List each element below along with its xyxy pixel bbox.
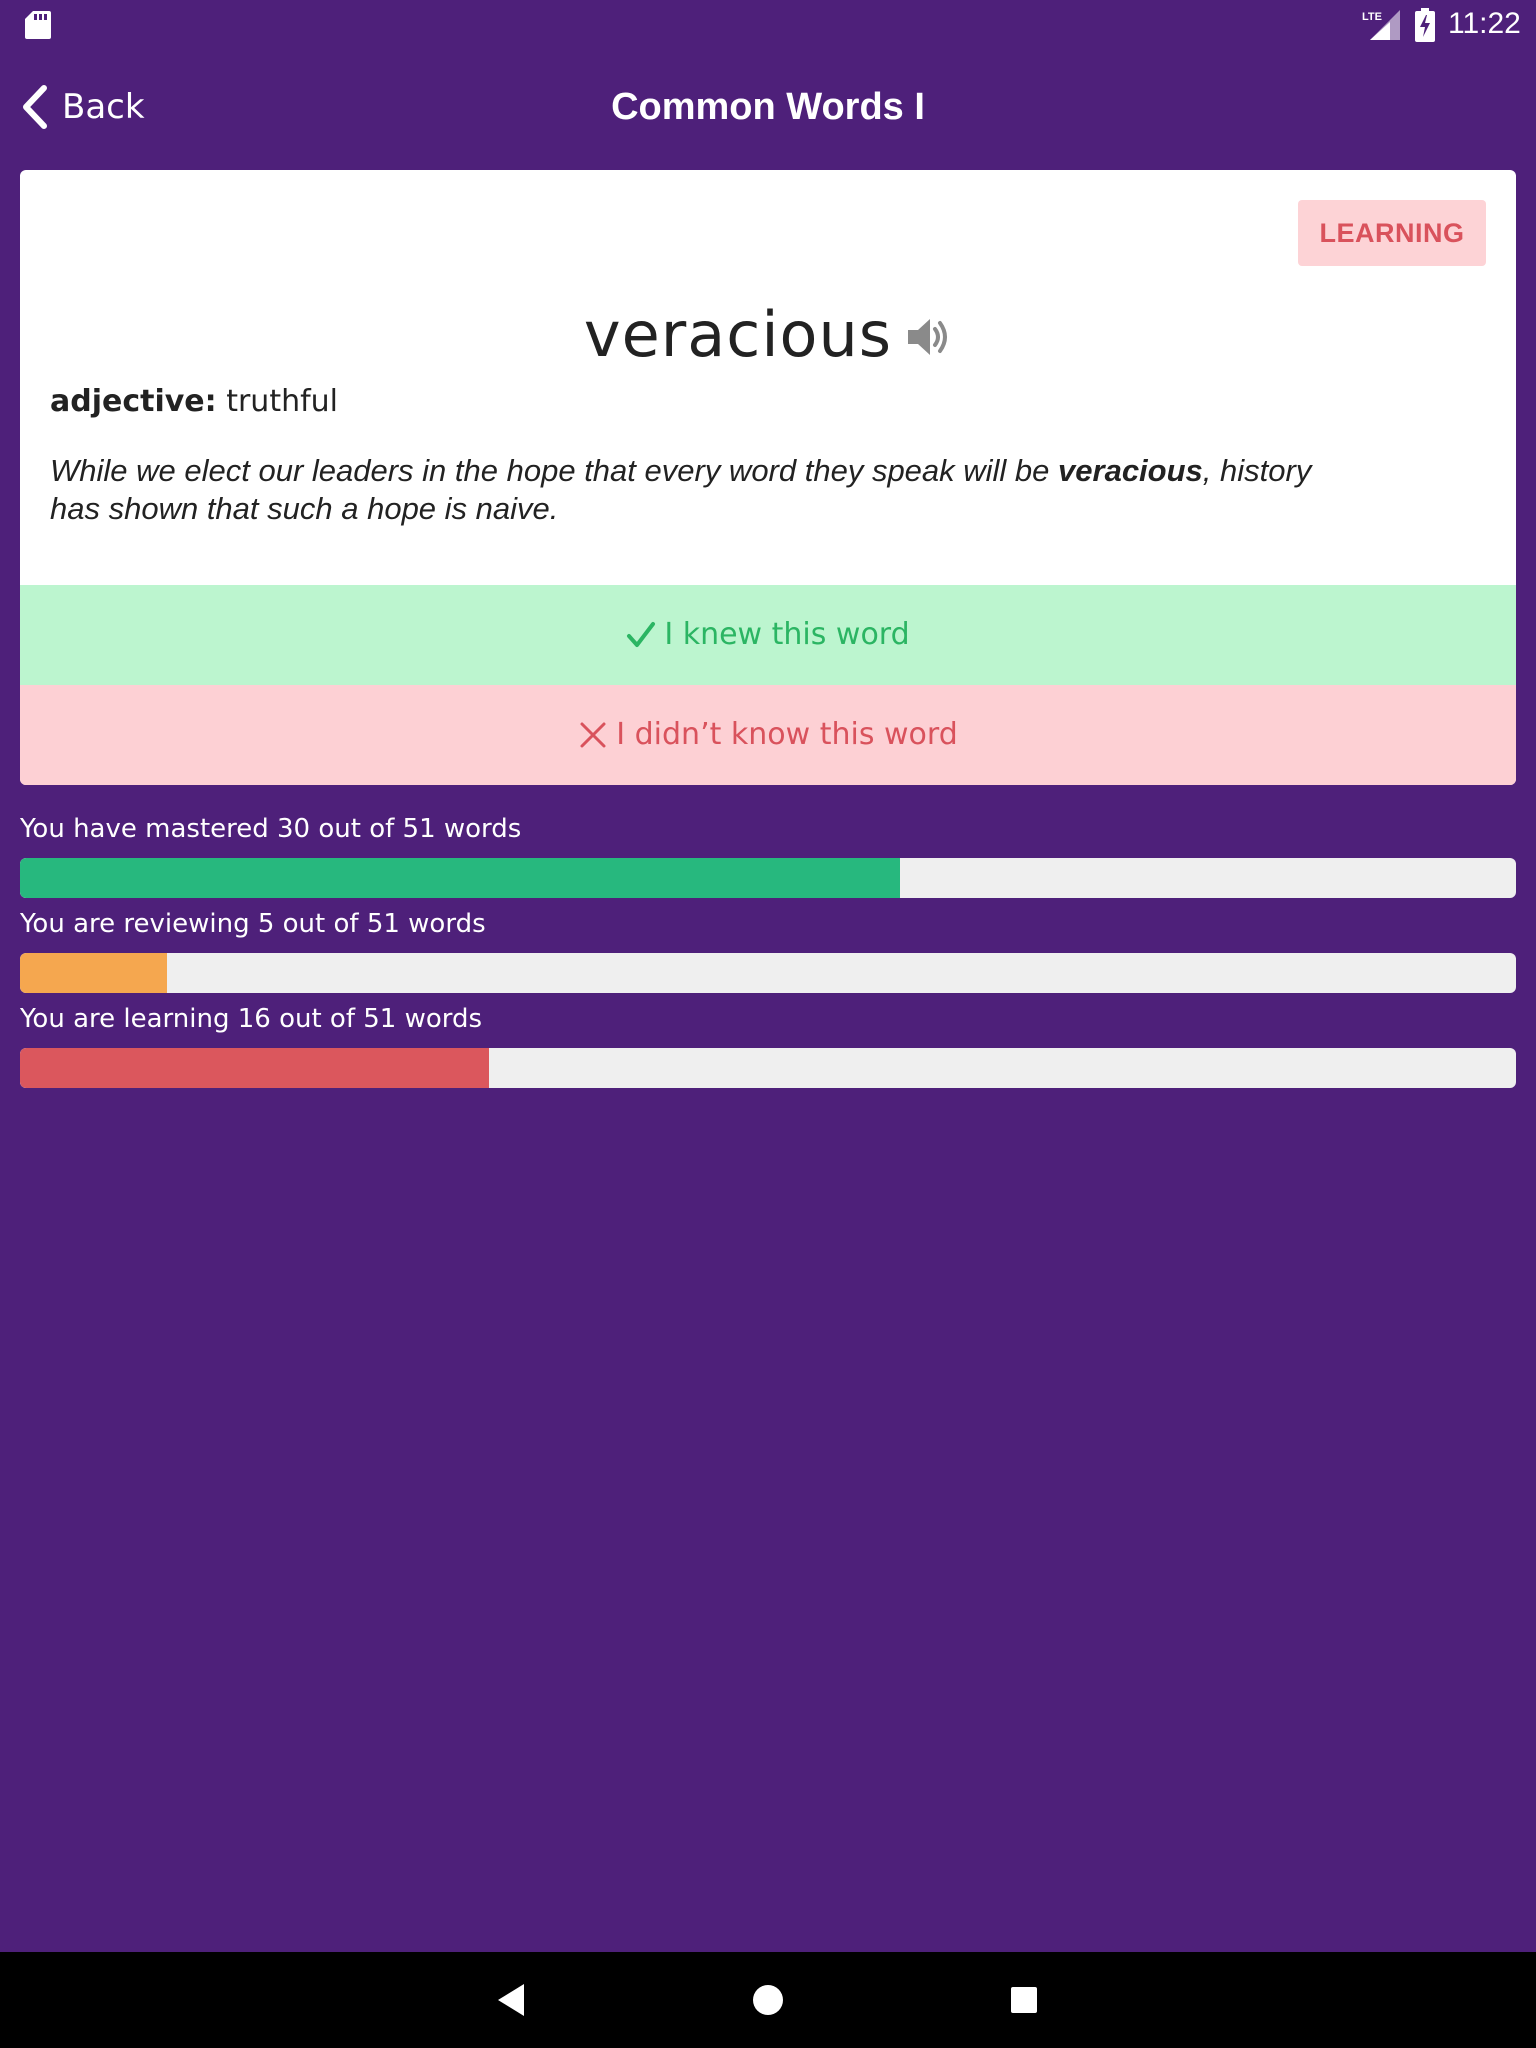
progress-reviewing-track [20,953,1516,993]
progress-mastered-fill [20,858,900,898]
progress-learning-track [20,1048,1516,1088]
progress-learning-label: You are learning 16 out of 51 words [20,1004,483,1034]
nav-back-icon[interactable] [496,1982,526,2018]
knew-word-label: I knew this word [664,617,910,652]
status-bar [0,0,1536,50]
progress-mastered-track [20,858,1516,898]
close-icon [578,720,608,750]
progress-reviewing [20,907,1516,1002]
navigation-bar [0,1952,1536,2048]
svg-text:LTE: LTE [1362,11,1382,23]
nav-recents-icon[interactable] [1010,1986,1038,2014]
progress-learning [20,1002,1516,1097]
sd-card-icon [25,11,51,39]
progress-mastered [20,812,1516,907]
progress-reviewing-fill [20,953,167,993]
lte-signal-icon [1360,8,1400,42]
progress-section [20,812,1516,1097]
progress-reviewing-label: You are reviewing 5 out of 51 words [20,909,486,939]
back-label: Back [62,87,145,127]
example-highlight: veracious [1058,453,1203,488]
example-text-before: While we elect our leaders in the hope that every word they speak will be [50,453,1059,488]
progress-mastered-label: You have mastered 30 out of 51 words [20,814,522,844]
clock: 11:22 [1448,7,1521,40]
didnt-know-word-button[interactable] [20,685,1516,785]
knew-word-button[interactable] [20,585,1516,685]
status-badge: LEARNING [1298,200,1486,266]
word-row [20,290,1516,380]
page-title: Common Words I [611,86,925,128]
definition [50,382,338,422]
definition-text: truthful [226,384,338,419]
part-of-speech: adjective: [50,384,217,419]
didnt-know-word-label: I didn’t know this word [616,717,958,752]
nav-home-icon[interactable] [752,1984,784,2016]
example-text-after: , history has shown that such a hope is naive. [50,453,1312,526]
progress-learning-fill [20,1048,489,1088]
battery-charging-icon [1414,8,1436,42]
word-card [20,170,1516,785]
header [0,62,1536,152]
word: veracious [583,298,893,371]
example-sentence [50,452,1350,528]
speaker-icon[interactable] [906,314,952,360]
check-icon [626,620,656,650]
